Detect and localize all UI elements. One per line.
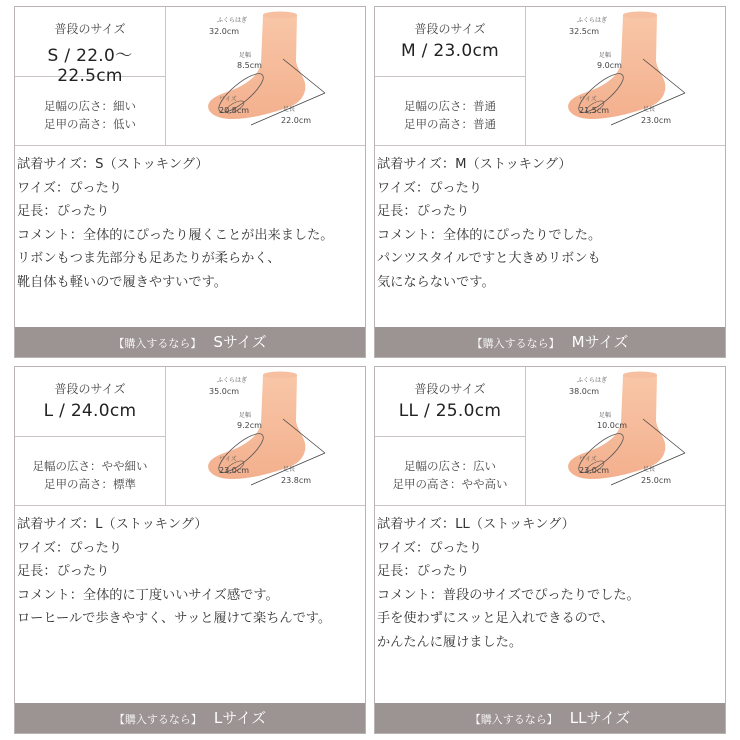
review-line: ワイズ：ぴったり [17, 540, 122, 556]
foot-diagram [165, 7, 367, 145]
ankle-label: 足幅 [239, 412, 252, 419]
length-value: 23.0cm [641, 116, 672, 125]
review-line: コメント：全体的に丁度いいサイズ感です。 [17, 587, 279, 603]
review-line: リボンもつま先部分も足あたりが柔らかく、 [17, 251, 281, 266]
review-line: ローヒールで歩きやすく、サッと履けて楽ちんです。 [17, 611, 332, 626]
normal-size-panel [375, 7, 526, 145]
foot-diagram [165, 367, 367, 505]
foot-shape-info [15, 457, 165, 493]
review-line: 試着サイズ：S（ストッキング） [17, 157, 209, 172]
buy-prefix: 【購入するなら】 [469, 713, 558, 726]
size-review-card [374, 366, 726, 734]
review-text [377, 153, 725, 294]
ankle-label: 足幅 [239, 52, 252, 59]
normal-size-label: 普段のサイズ [414, 382, 486, 396]
card-header [375, 367, 725, 506]
leg-top [623, 12, 657, 19]
review-line: 足長：ぴったり [17, 204, 110, 219]
review-line: かんたんに履けました。 [377, 634, 523, 650]
ankle-value: 10.0cm [597, 421, 628, 430]
review-line: 手を使わずにスッと足入れできるので、 [377, 611, 614, 626]
buy-prefix: 【購入するなら】 [113, 713, 202, 726]
length-label: 足長 [643, 106, 656, 113]
foot-illustration [525, 367, 727, 505]
review-text [17, 513, 365, 631]
foot-illustration [165, 7, 367, 145]
length-label: 足長 [283, 466, 296, 473]
ankle-value: 8.5cm [237, 61, 262, 70]
size-review-card [14, 366, 366, 734]
review-line: 足長：ぴったり [377, 204, 470, 219]
wise-label: ワイズ [219, 96, 237, 103]
ankle-value: 9.0cm [597, 61, 622, 70]
ankle-label: 足幅 [599, 412, 612, 419]
card-header [15, 7, 365, 146]
leg-top [263, 372, 297, 379]
foot-illustration [165, 367, 367, 505]
wise-value: 21.5cm [579, 106, 610, 115]
buy-size-bar[interactable] [375, 703, 725, 733]
normal-size-label: 普段のサイズ [414, 22, 486, 36]
foot-illustration [525, 7, 727, 145]
foot-width-text: 足幅の広さ：普通 [404, 99, 496, 113]
review-line: コメント：普段のサイズでぴったりでした。 [377, 587, 640, 603]
foot-width-text: 足幅の広さ：広い [404, 459, 496, 473]
review-line: 試着サイズ：LL（ストッキング） [377, 517, 575, 532]
foot-shape-info [375, 457, 525, 493]
review-line: 気にならないです。 [377, 274, 495, 290]
ankle-value: 9.2cm [237, 421, 262, 430]
leg-top [623, 372, 657, 379]
review-line: 足長：ぴったり [377, 564, 470, 579]
buy-size: Mサイズ [571, 333, 629, 351]
wise-label: ワイズ [579, 456, 597, 463]
calf-label: ふくらはぎ [577, 377, 608, 384]
review-line: コメント：全体的にぴったりでした。 [377, 227, 602, 243]
calf-value: 35.0cm [209, 387, 240, 396]
review-line: 試着サイズ：L（ストッキング） [17, 517, 208, 532]
calf-value: 32.5cm [569, 27, 600, 36]
review-line: 試着サイズ：M（ストッキング） [377, 157, 572, 172]
normal-size-panel [15, 7, 166, 145]
size-review-card [374, 6, 726, 358]
length-value: 22.0cm [281, 116, 312, 125]
instep-height-text: 足甲の高さ：標準 [44, 477, 136, 491]
buy-size-bar[interactable] [15, 703, 365, 733]
review-text [17, 153, 365, 294]
normal-size-panel [375, 367, 526, 505]
length-value: 25.0cm [641, 476, 672, 485]
normal-size-value: M / 23.0cm [401, 41, 499, 61]
normal-size-value: L / 24.0cm [43, 401, 137, 421]
calf-label: ふくらはぎ [577, 17, 608, 24]
buy-size-bar[interactable] [375, 327, 725, 357]
foot-diagram [525, 7, 727, 145]
normal-size-box [15, 367, 165, 437]
length-label: 足長 [643, 466, 656, 473]
wise-label: ワイズ [219, 456, 237, 463]
review-line: 足長：ぴったり [17, 564, 110, 579]
normal-size-label: 普段のサイズ [54, 22, 126, 36]
buy-size-bar[interactable] [15, 327, 365, 357]
review-line: ワイズ：ぴったり [17, 180, 122, 196]
foot-diagram [525, 367, 727, 505]
wise-label: ワイズ [579, 96, 597, 103]
review-text [377, 513, 725, 654]
normal-size-box [15, 7, 165, 86]
calf-label: ふくらはぎ [217, 377, 248, 384]
review-line: ワイズ：ぴったり [377, 180, 482, 196]
foot-width-text: 足幅の広さ：細い [44, 99, 136, 113]
buy-prefix: 【購入するなら】 [471, 337, 560, 350]
instep-height-text: 足甲の高さ：普通 [404, 117, 496, 131]
calf-value: 38.0cm [569, 387, 600, 396]
instep-height-text: 足甲の高さ：低い [44, 117, 136, 131]
normal-size-box [375, 7, 525, 77]
size-review-card [14, 6, 366, 358]
wise-value: 23.0cm [579, 466, 610, 475]
buy-size: Sサイズ [213, 333, 267, 351]
normal-size-label: 普段のサイズ [54, 382, 126, 396]
buy-prefix: 【購入するなら】 [113, 337, 202, 350]
normal-size-panel [15, 367, 166, 505]
normal-size-box [375, 367, 525, 437]
foot-shape-info [15, 97, 165, 133]
card-header [15, 367, 365, 506]
normal-size-value: LL / 25.0cm [398, 401, 502, 421]
ankle-label: 足幅 [599, 52, 612, 59]
review-line: コメント：全体的にぴったり履くことが出来ました。 [17, 227, 334, 243]
length-value: 23.8cm [281, 476, 312, 485]
normal-size-value: S / 22.0～22.5cm [47, 46, 133, 86]
review-line: 靴自体も軽いので履きやすいです。 [17, 274, 227, 290]
review-line: パンツスタイルですと大きめリボンも [377, 251, 601, 266]
foot-shape-info [375, 97, 525, 133]
buy-size: Lサイズ [213, 709, 267, 727]
leg-top [263, 12, 297, 19]
length-label: 足長 [283, 106, 296, 113]
wise-value: 20.8cm [219, 106, 250, 115]
wise-value: 23.0cm [219, 466, 250, 475]
calf-label: ふくらはぎ [217, 17, 248, 24]
foot-width-text: 足幅の広さ：やや細い [32, 459, 148, 473]
instep-height-text: 足甲の高さ：やや高い [392, 477, 508, 491]
review-line: ワイズ：ぴったり [377, 540, 482, 556]
card-header [375, 7, 725, 146]
calf-value: 32.0cm [209, 27, 240, 36]
buy-size: LLサイズ [569, 709, 631, 727]
